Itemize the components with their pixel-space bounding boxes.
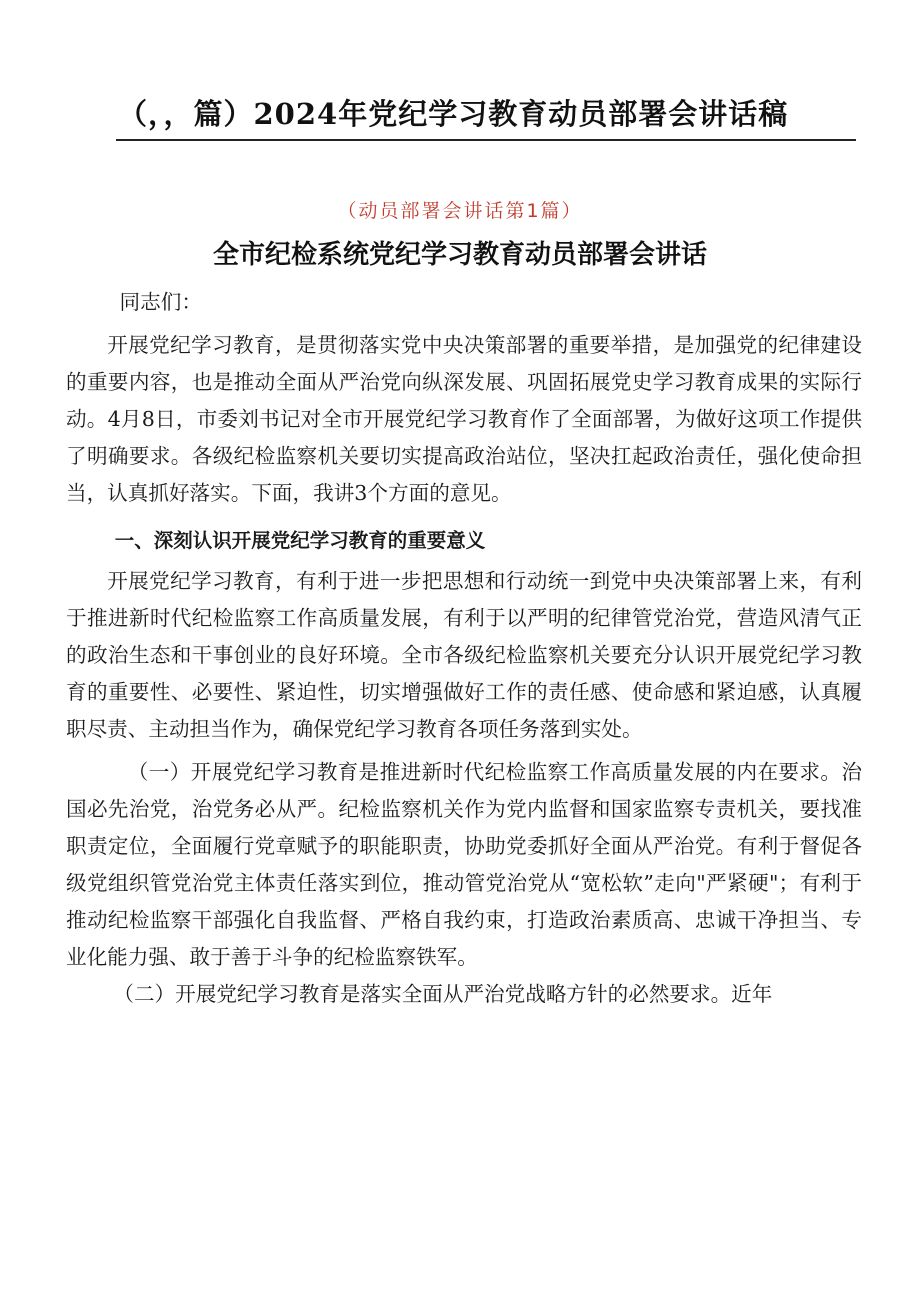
speech-title: 全市纪检系统党纪学习教育动员部署会讲话 xyxy=(212,240,707,270)
section-1-paragraph: 开展党纪学习教育，有利于进一步把思想和行动统一到党中央决策部署上来，有利于推进新时代纪检监察工作高质量发展，有利于以严明的纪律管党治党，营造风清气正的政治生态和干事创业的良好环境。全市各级纪检监察机关要充分认识开展党纪学习教育的重要性、必要性、紧迫性，切实增强做好工作的责任感、使命感和紧迫感，认真履职尽责、主动担当作为，确保党纪学习教育各项任务落到实处。 xyxy=(66,569,862,741)
subsection-2-paragraph: （二）开展党纪学习教育是落实全面从严治党战略方针的必然要求。近年 xyxy=(113,982,773,1006)
intro-paragraph: 开展党纪学习教育，是贯彻落实党中央决策部署的重要举措，是加强党的纪律建设的重要内容，也是推动全面从严治党向纵深发展、巩固拓展党史学习教育成果的实际行动。4月8日，市委刘书记对全市开展党纪学习教育作了全面部署，为做好这项工作提供了明确要求。各级纪检监察机关要切实提高政治站位，坚决扛起政治责任，强化使命担当，认真抓好落实。下面，我讲3个方面的意见。 xyxy=(66,333,862,505)
salutation: 同志们： xyxy=(119,290,202,314)
header-divider xyxy=(116,139,856,141)
subsection-1-paragraph: （一）开展党纪学习教育是推进新时代纪检监察工作高质量发展的内在要求。治国必先治党，治党务必从严。纪检监察机关作为党内监督和国家监察专责机关，要找准职责定位，全面履行党章赋予的职能职责，协助党委抓好全面从严治党。有利于督促各级党组织管党治党主体责任落实到位，推动管党治党从“宽松软”走向"严紧硬"；有利于推动纪检监察干部强化自我监督、严格自我约束，打造政治素质高、忠诚干净担当、专业化能力强、敢于善于斗争的纪检监察铁军。 xyxy=(66,760,862,969)
section-heading-1: 一、深刻认识开展党纪学习教育的重要意义 xyxy=(114,529,486,552)
document-header-title: （，，篇）2024年党纪学习教育动员部署会讲话稿 xyxy=(118,97,789,131)
document-body xyxy=(66,284,862,1013)
section-label: （动员部署会讲话第1篇） xyxy=(337,200,583,222)
